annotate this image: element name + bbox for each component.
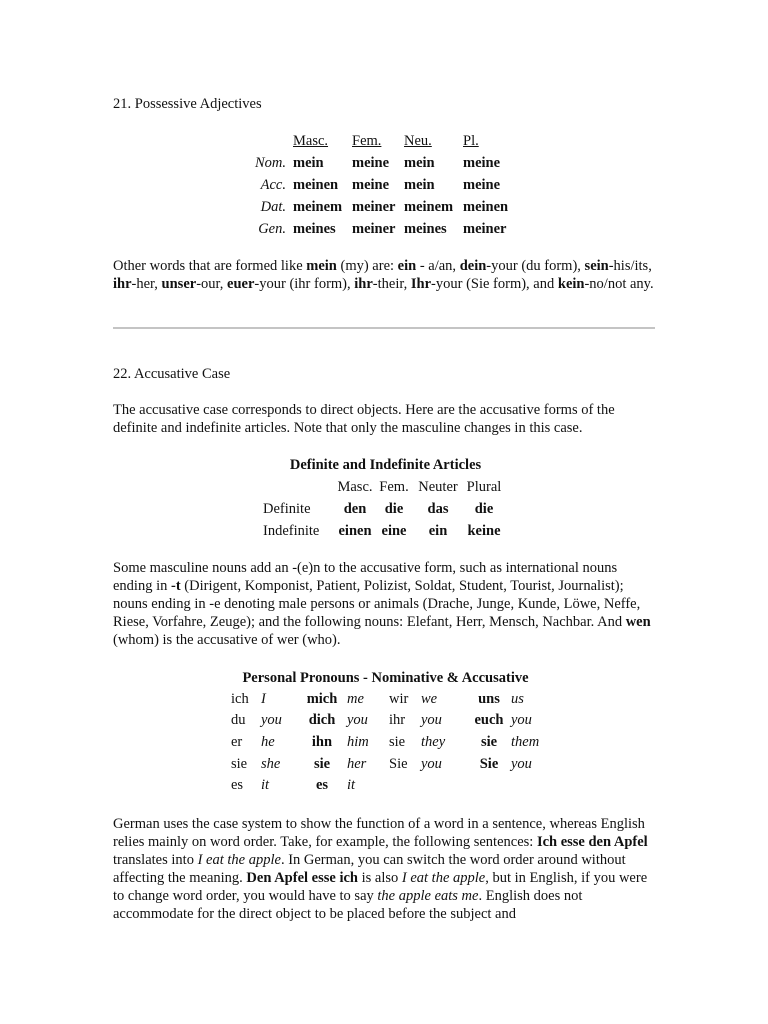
- case-label: Gen.: [258, 221, 286, 237]
- pronoun-cell: euch: [474, 712, 504, 729]
- text-run: - a/an,: [416, 258, 460, 274]
- pronoun-row: [231, 688, 551, 710]
- pronoun-cell: you: [511, 755, 532, 772]
- italic-translation: I eat the apple: [401, 870, 486, 886]
- text-run: . In German, you can switch the word order around without affecting the meaning.: [113, 852, 626, 886]
- bold-term: Ihr: [410, 276, 432, 292]
- row-label: Indefinite: [263, 523, 320, 539]
- header-masc: Masc.: [337, 479, 373, 495]
- header-fem: Fem.: [352, 133, 382, 149]
- pronoun-cell: you: [261, 712, 282, 729]
- form-cell: eine: [381, 523, 407, 539]
- bold-term: ein: [397, 258, 417, 274]
- form-cell: meiner: [352, 221, 396, 237]
- bold-term: wen: [625, 614, 651, 630]
- text-run: -your (Sie form), and: [431, 276, 558, 292]
- articles-row-indefinite: [263, 520, 505, 542]
- pronoun-cell: sie: [480, 733, 498, 750]
- pronoun-cell: you: [511, 712, 532, 729]
- articles-table-title: Definite and Indefinite Articles: [289, 457, 482, 473]
- pronoun-cell: him: [347, 733, 369, 750]
- articles-row-definite: [263, 498, 505, 520]
- pronoun-cell: du: [231, 712, 246, 729]
- possessive-row-gen: [247, 218, 523, 240]
- bold-term: ihr: [354, 276, 373, 292]
- form-cell: meines: [293, 221, 336, 237]
- pronoun-cell: uns: [478, 690, 500, 707]
- form-cell: meine: [352, 177, 390, 193]
- text-run: (my) are:: [336, 258, 398, 274]
- bold-term: unser: [161, 276, 197, 292]
- form-cell: meine: [352, 155, 390, 171]
- pronoun-cell: he: [261, 733, 275, 750]
- text-run: -our,: [196, 276, 228, 292]
- pronoun-cell: Sie: [389, 755, 408, 772]
- possessive-row-dat: [247, 196, 523, 218]
- pronoun-cell: wir: [389, 690, 409, 707]
- form-cell: mein: [404, 177, 435, 193]
- form-cell: meines: [404, 221, 447, 237]
- italic-translation: I eat the apple: [197, 852, 281, 868]
- pronoun-cell: they: [421, 733, 446, 750]
- pronouns-table: [231, 688, 551, 796]
- pronoun-cell: es: [231, 777, 244, 794]
- text-run: , but in English, if you were to change word order, you would have to say: [113, 870, 648, 904]
- text-run: Some masculine nouns add an -(e)n to the accusative form, such as international nouns ending in: [113, 560, 618, 594]
- text-run: (whom) is the accusative of wer (who).: [113, 632, 341, 648]
- case-label: Nom.: [254, 155, 286, 171]
- bold-term: sein: [584, 258, 609, 274]
- pronoun-cell: I: [261, 690, 266, 707]
- pronoun-cell: er: [231, 733, 243, 750]
- pronoun-cell: dich: [308, 712, 336, 729]
- pronoun-row: [231, 731, 551, 753]
- pronoun-cell: sie: [389, 733, 406, 750]
- section-21-title: 21. Possessive Adjectives: [113, 96, 262, 112]
- bold-term: kein: [557, 276, 585, 292]
- possessive-row-nom: [247, 152, 523, 174]
- possessive-adjectives-table: [247, 130, 523, 240]
- header-fem: Fem.: [379, 479, 409, 495]
- bold-term: mein: [306, 258, 337, 274]
- pronoun-cell: you: [421, 755, 442, 772]
- form-cell: meinem: [404, 199, 454, 215]
- bold-term: Ich esse den Apfel: [536, 834, 648, 850]
- text-run: -her,: [131, 276, 162, 292]
- pronoun-cell: you: [421, 712, 442, 729]
- form-cell: mein: [293, 155, 324, 171]
- pronoun-cell: [421, 774, 467, 796]
- pronoun-cell: [511, 774, 551, 796]
- text-run: -your (du form),: [486, 258, 585, 274]
- bold-term: dein: [459, 258, 487, 274]
- bold-term: euer: [227, 276, 255, 292]
- form-cell: die: [384, 501, 404, 517]
- accusative-intro-paragraph: The accusative case corresponds to direct objects. Here are the accusative forms of the definite and indefinite articles. Note that only the masculine changes in this case.: [113, 402, 615, 436]
- section-22-title: 22. Accusative Case: [113, 366, 231, 382]
- masculine-nouns-paragraph: [113, 559, 658, 649]
- pronoun-row: [231, 774, 551, 796]
- form-cell: meiner: [463, 221, 507, 237]
- case-system-paragraph: [113, 815, 658, 923]
- pronoun-cell: [467, 774, 511, 796]
- text-run: is also: [357, 870, 402, 886]
- form-cell: ein: [428, 523, 448, 539]
- header-neuter: Neuter: [418, 479, 458, 495]
- pronoun-cell: it: [347, 777, 356, 794]
- form-cell: meinem: [293, 199, 343, 215]
- pronoun-cell: me: [347, 690, 364, 707]
- text-run: -your (ihr form),: [254, 276, 355, 292]
- form-cell: meine: [463, 155, 501, 171]
- text-run: German uses the case system to show the function of a word in a sentence, whereas English relies mainly on word order. Take, for example, the following sentences:: [113, 816, 645, 850]
- header-pl: Pl.: [463, 133, 479, 149]
- pronoun-cell: mich: [306, 690, 338, 707]
- pronoun-cell: es: [315, 777, 329, 794]
- text-run: -their,: [372, 276, 411, 292]
- header-masc: Masc.: [293, 133, 329, 149]
- form-cell: keine: [467, 523, 501, 539]
- pronoun-cell: we: [421, 690, 438, 707]
- pronoun-cell: Sie: [479, 755, 499, 772]
- row-label: Definite: [263, 501, 311, 517]
- pronoun-cell: her: [347, 755, 367, 772]
- articles-header-row: [263, 476, 505, 498]
- pronoun-cell: ihn: [311, 733, 333, 750]
- form-cell: meiner: [352, 199, 396, 215]
- pronoun-row: [231, 710, 551, 732]
- pronoun-cell: us: [511, 690, 524, 707]
- possessive-row-acc: [247, 174, 523, 196]
- pronoun-cell: sie: [231, 755, 248, 772]
- text-run: -his/its,: [608, 258, 652, 274]
- pronoun-row: [231, 753, 551, 775]
- pronoun-cell: sie: [313, 755, 331, 772]
- possessive-header-row: [247, 130, 523, 152]
- italic-translation: the apple eats me: [377, 888, 479, 904]
- form-cell: einen: [338, 523, 372, 539]
- case-label: Acc.: [260, 177, 286, 193]
- form-cell: den: [343, 501, 367, 517]
- form-cell: meinen: [463, 199, 509, 215]
- possessive-paragraph: [113, 257, 658, 293]
- pronoun-cell: ich: [231, 690, 249, 707]
- case-label: Dat.: [260, 199, 286, 215]
- pronoun-cell: she: [261, 755, 281, 772]
- text-run: (Dirigent, Komponist, Patient, Polizist, Soldat, Student, Tourist, Journalist); nouns ending in -e denoting male persons or animals (Drache, Junge, Kunde, Löwe, Neffe, Riese, Vorfahre, Zeuge); and the following nouns: Elefant, Herr, Mensch, Nachbar. And: [113, 578, 641, 630]
- pronoun-cell: ihr: [389, 712, 406, 729]
- text-run: Other words that are formed like: [113, 258, 307, 274]
- text-run: . English does not accommodate for the direct object to be placed before the subject and: [113, 888, 583, 922]
- text-run: translates into: [113, 852, 198, 868]
- header-neu: Neu.: [404, 133, 432, 149]
- pronouns-table-title: Personal Pronouns - Nominative & Accusative: [242, 670, 529, 686]
- text-run: -no/not any.: [584, 276, 654, 292]
- pronoun-cell: you: [347, 712, 368, 729]
- pronoun-cell: [389, 774, 421, 796]
- section-divider: [113, 327, 655, 329]
- form-cell: meine: [463, 177, 501, 193]
- form-cell: meinen: [293, 177, 339, 193]
- pronoun-cell: it: [261, 777, 270, 794]
- articles-table: [263, 476, 505, 542]
- pronoun-cell: them: [511, 733, 540, 750]
- form-cell: mein: [404, 155, 435, 171]
- bold-term: -t: [171, 578, 181, 594]
- form-cell: die: [474, 501, 494, 517]
- bold-term: ihr: [113, 276, 132, 292]
- bold-term: Den Apfel esse ich: [246, 870, 358, 886]
- header-plural: Plural: [466, 479, 502, 495]
- form-cell: das: [427, 501, 449, 517]
